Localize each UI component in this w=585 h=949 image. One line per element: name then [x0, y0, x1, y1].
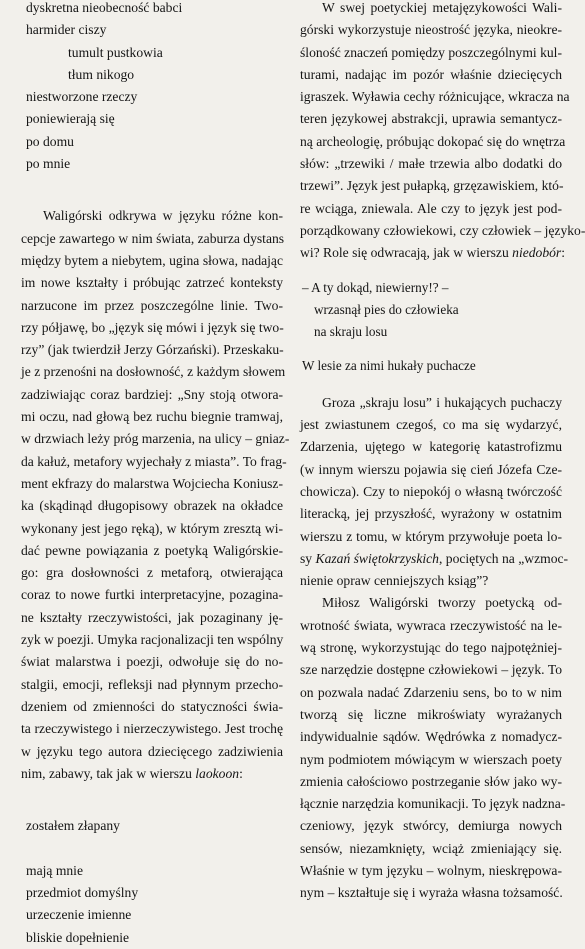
poem-line: mają mnie — [26, 862, 83, 878]
paragraph-line: trzewi”. Język jest pułapką, grzęzawiskiem, któ- — [300, 178, 564, 194]
paragraph-line: teren językowej abstrakcji, uprawia semantycz- — [300, 111, 562, 127]
paragraph-line: zadziwiając coraz bardziej: „Sny stoją otwora- — [21, 386, 283, 402]
paragraph-line: zmienia całościowo postrzeganie słów jako wy- — [300, 773, 562, 789]
quote-line: – A ty dokąd, niewierny!? – — [302, 279, 449, 295]
paragraph-line: dać pewne powiązania z poetyką Waligórskie- — [21, 542, 283, 558]
paragraph-line: sze narzędzie dostępne człowiekowi – język. To — [300, 662, 562, 678]
paragraph-line: Miłosz Waligórski tworzy poetycką od- — [322, 595, 562, 611]
paragraph-line: Zdarzenia, ujętego w kategorię katastrofizmu — [300, 439, 562, 455]
paragraph-line: im nowe kształty i próbując zatrzeć konteksty — [21, 275, 283, 291]
paragraph-line: porządkowany człowiekowi, czy człowiek – języko- — [300, 222, 585, 238]
paragraph-line: narzucone im przez poszczególne linie. Two- — [21, 297, 283, 313]
paragraph-line: śloność znaczeń pomiędzy poszczególnymi kul- — [300, 44, 562, 60]
left-paragraph — [21, 205, 290, 762]
paragraph-line: je z przenośni na dosłowność, z każdym słowem — [21, 364, 286, 380]
right-column — [300, 0, 585, 905]
paragraph-line: sy Kazań świętokrzyskich, pociętych na „wzmoc- — [300, 550, 569, 566]
poem-line: bliskie dopełnienie — [26, 929, 130, 945]
paragraph-line: Groza „skraju losu” i hukających puchaczy — [322, 394, 562, 410]
paragraph-line: ną archeologię, próbując dokopać się do wnętrza — [300, 133, 566, 149]
paragraph-line: Właśnie w tym języku – wolnym, nieskrępowa- — [300, 862, 562, 878]
poem-line: tumult pustkowia — [68, 44, 163, 60]
paragraph-line: wykonany jest jego ręką), w którym zresztą wi- — [21, 520, 283, 536]
paragraph-line: sensów, niezamknięty, wciąż zmieniający się. — [300, 840, 562, 856]
poem-line: przedmiot domyślny — [26, 884, 139, 900]
paragraph-line: stalgii, emocji, refleksji nad płynnym przecho- — [21, 676, 283, 692]
quote-line: na skraju losu — [314, 324, 388, 340]
poem-line: niestworzone rzeczy — [26, 89, 138, 105]
paragraph-line: on pozwala nadać Zdarzeniu sens, bo to w nim — [300, 684, 562, 700]
poem-line: po mnie — [26, 156, 71, 172]
right-paragraph-1 — [300, 0, 585, 242]
poem-line: po domu — [26, 133, 74, 149]
paragraph-line: da kałuż, metafory wyjechały z miasta”. To frag- — [21, 453, 287, 469]
paragraph-line: literacką, jej przyszłość, wyrażony w ostatnim — [300, 506, 562, 522]
paragraph-last-line: wi? Role się odwracają, jak w wierszu niedobór: — [300, 245, 566, 261]
paragraph-line: ta rzeczywistego i nierzeczywistego. Jest trochę — [21, 721, 283, 737]
paragraph-line: wrotność świata, wywraca rzeczywistość na le- — [300, 617, 562, 633]
paragraph-line: łącznie narzędzia komunikacji. To język nadzna- — [300, 796, 566, 812]
poem-excerpt-bottom — [21, 860, 283, 949]
paragraph-line: ment ekfrazy do malarstwa Wojciecha Koniusz- — [21, 475, 283, 491]
paragraph-line: ne kształty rzeczywistości, jak pozaginany ję- — [21, 609, 283, 625]
poem-line: harmider ciszy — [26, 22, 107, 38]
quote-tail: W lesie za nimi hukały puchacze — [302, 358, 476, 374]
paragraph-last-line: nienie opraw cenniejszych ksiąg”? — [300, 573, 489, 589]
paragraph-line: wą stronę, wykorzystując do tego najpotężniej- — [300, 640, 562, 656]
paragraph-line: wierszu z tomu, w którym przywołuje poeta lo- — [300, 528, 562, 544]
poem-line: urzeczenie imienne — [26, 907, 132, 923]
paragraph-last-line: nym – kształtuje się i wyraża własna tożsamość. — [300, 885, 563, 901]
paragraph-line: (w innym wierszu pojawia się cień Józefa Cze- — [300, 461, 562, 477]
paragraph-line: górski wykorzystuje nieostrość języka, nieokre- — [300, 22, 562, 38]
paragraph-line: tworzą się liczne mikroświaty wyrażanych — [300, 706, 562, 722]
paragraph-line: turami, nadając im pozór właśnie dziecięcych — [300, 66, 562, 82]
paragraph-line: chowicza). Czy to niepokój o własną twórczość — [300, 483, 562, 499]
paragraph-line: cepcje zawartego w nim świata, zaburza dystans — [21, 230, 285, 246]
paragraph-line: zyk w poezji. Umyka racjonalizacji ten wspólny — [21, 632, 284, 648]
quote-excerpt — [300, 277, 562, 344]
paragraph-line: mi oczu, nad głową bez ruchu biegnie tramwaj, — [21, 409, 283, 425]
paragraph-line: indywidualnie sądów. Wędrówka z nomadycz- — [300, 729, 562, 745]
paragraph-line: coraz to nowe furtki interpretacyjne, pozagina- — [21, 587, 283, 603]
poem-line: zostałem złapany — [26, 818, 120, 834]
paragraph-line: re wciąga, zniewala. Ale czy to język jest pod- — [300, 200, 562, 216]
paragraph-line: W swej poetyckiej metajęzykowości Wali- — [322, 0, 562, 15]
paragraph-line: igraszek. Wyławia cechy różnicujące, wkracza na — [300, 89, 570, 105]
poem-line: poniewierają się — [26, 111, 115, 127]
paragraph-line: nym podmiotem mówiącym w wierszach poety — [300, 751, 562, 767]
paragraph-line: słów: „trzewiki / małe trzewia albo dodatki do — [300, 156, 562, 172]
left-column — [21, 0, 290, 949]
paragraph-line: rzy” (jak twierdził Jerzy Górzański). Przeskaku- — [21, 342, 284, 358]
quote-line: wrzasnął pies do człowieka — [314, 301, 459, 317]
poem-line: dyskretna nieobecność babci — [26, 0, 183, 15]
paragraph-line: świat malarstwa i poezji, odwołuje się do no- — [21, 654, 283, 670]
right-paragraph-3 — [300, 592, 566, 882]
paragraph-line: rzy półjawę, bo „język się mówi i język się two- — [21, 319, 284, 335]
paragraph-line: w języku tego autora dziecięcego zadziwienia — [21, 743, 283, 759]
paragraph-line: ka (skądinąd długopisowy obrazek na okładce — [21, 498, 283, 514]
paragraph-last-line: nim, zabawy, tak jak w wierszu laokoon: — [21, 765, 243, 781]
paragraph-line: Waligórski odkrywa w języku różne kon- — [43, 208, 283, 224]
poem-line: tłum nikogo — [68, 66, 135, 82]
paragraph-line: między bytem a niebytem, ugina słowa, nadając — [21, 252, 283, 268]
paragraph-line: w drzwiach leży próg marzenia, na ulicy – gniaz- — [21, 431, 290, 447]
paragraph-line: jest zwiastunem czegoś, co ma się wydarzyć, — [300, 417, 562, 433]
paragraph-line: dzeniem od zmienności do statyczności świa- — [21, 698, 283, 714]
poem-excerpt-top — [21, 0, 283, 175]
right-paragraph-2 — [300, 392, 562, 526]
paragraph-line: go: gra dosłowności z metaforą, otwierająca — [21, 565, 283, 581]
paragraph-line: czeniowy, język stwórcy, demiurga nowych — [300, 818, 562, 834]
